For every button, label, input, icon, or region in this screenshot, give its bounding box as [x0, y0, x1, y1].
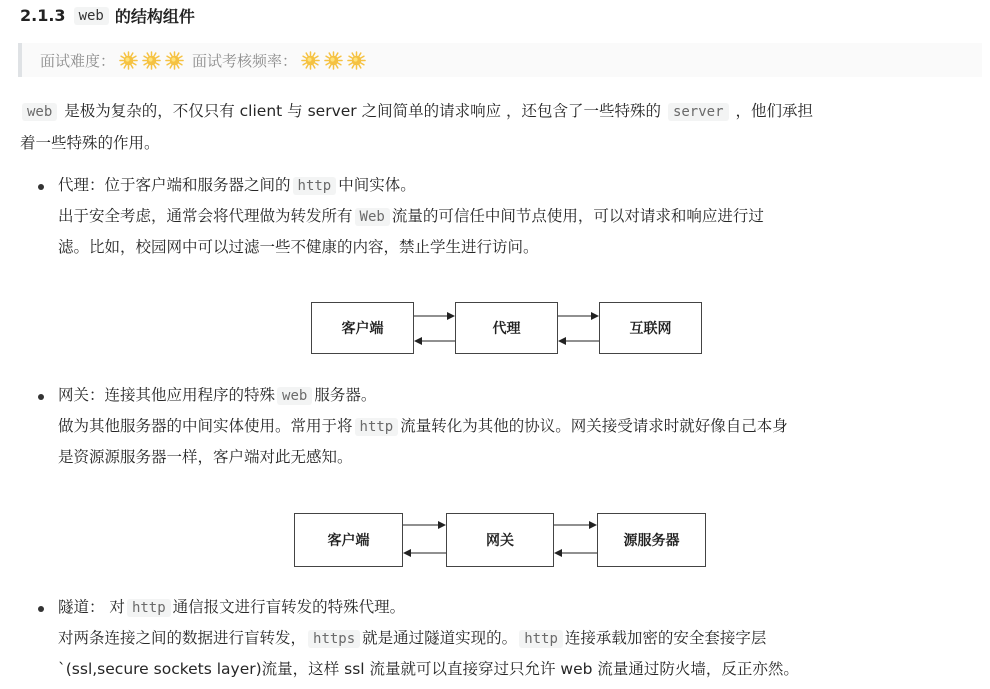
inline-code: https — [308, 630, 360, 648]
list-bullet — [38, 184, 44, 190]
intro-line-2: 着一些特殊的作用。 — [20, 134, 160, 152]
item-lead-tail: 服务器。 — [314, 386, 377, 404]
inline-code: http — [127, 599, 171, 617]
diagram-box-client: 客户端 — [294, 513, 403, 567]
diagram-box-origin-server: 源服务器 — [597, 513, 706, 567]
intro-text: ，他们承担 — [735, 102, 813, 120]
difficulty-stars — [119, 51, 184, 70]
sun-icon — [301, 51, 320, 70]
intro-text: 是极为复杂的，不仅只有 client 与 server 之间简单的请求响应 ，还包含了一些特殊的 — [64, 102, 662, 120]
inline-code: http — [293, 177, 337, 195]
diagram-box-proxy: 代理 — [455, 302, 558, 354]
list-item-proxy — [58, 170, 764, 262]
item-text: 就是通过隧道实现的。 — [362, 629, 518, 647]
item-text: 做为其他服务器的中间实体使用。常用于将 — [58, 417, 353, 435]
list-item-gateway — [58, 380, 788, 472]
item-text: 对两条连接之间的数据进行盲转发， — [58, 629, 307, 647]
item-text: 连接承载加密的安全套接字层 — [564, 629, 767, 647]
diagram-box-internet: 互联网 — [599, 302, 702, 354]
sun-icon — [142, 51, 161, 70]
item-lead: 代理：位于客户端和服务器之间的 — [58, 176, 291, 194]
inline-code: web — [277, 387, 312, 405]
inline-code: server — [668, 103, 729, 121]
sun-icon — [324, 51, 343, 70]
list-bullet — [38, 606, 44, 612]
section-number: 2.1.3 — [20, 6, 66, 25]
item-lead-tail: 通信报文进行盲转发的特殊代理。 — [172, 598, 406, 616]
item-lead-tail: 中间实体。 — [338, 176, 416, 194]
list-bullet — [38, 394, 44, 400]
sun-icon — [165, 51, 184, 70]
intro-paragraph — [20, 96, 813, 159]
section-heading — [20, 4, 195, 27]
item-text: `(ssl,secure sockets layer)流量，这样 ssl 流量就可以直接穿过只允许 web 流量通过防火墙，反正亦然。 — [58, 660, 799, 678]
list-item-tunnel — [58, 592, 799, 684]
rating-blockquote — [18, 43, 982, 77]
inline-code: web — [74, 7, 109, 25]
inline-code: http — [355, 418, 399, 436]
item-lead: 网关：连接其他应用程序的特殊 — [58, 386, 276, 404]
intro-line-1 — [20, 96, 813, 128]
frequency-stars — [301, 51, 366, 70]
difficulty-label: 面试难度： — [40, 51, 116, 70]
frequency-label: 面试考核频率： — [192, 51, 298, 70]
section-title: 的结构组件 — [114, 7, 195, 26]
diagram-box-client: 客户端 — [311, 302, 414, 354]
inline-code: web — [22, 103, 57, 121]
inline-code: http — [519, 630, 563, 648]
item-text: 流量转化为其他的协议。网关接受请求时就好像自己本身 — [400, 417, 788, 435]
item-lead: 隧道： 对 — [58, 598, 125, 616]
diagram-box-gateway: 网关 — [446, 513, 554, 567]
item-text: 流量的可信任中间节点使用，可以对请求和响应进行过 — [391, 207, 764, 225]
sun-icon — [119, 51, 138, 70]
item-text: 出于安全考虑，通常会将代理做为转发所有 — [58, 207, 353, 225]
item-text: 滤。比如，校园网中可以过滤一些不健康的内容，禁止学生进行访问。 — [58, 238, 539, 256]
inline-code: Web — [355, 208, 390, 226]
sun-icon — [347, 51, 366, 70]
item-text: 是资源源服务器一样，客户端对此无感知。 — [58, 448, 353, 466]
